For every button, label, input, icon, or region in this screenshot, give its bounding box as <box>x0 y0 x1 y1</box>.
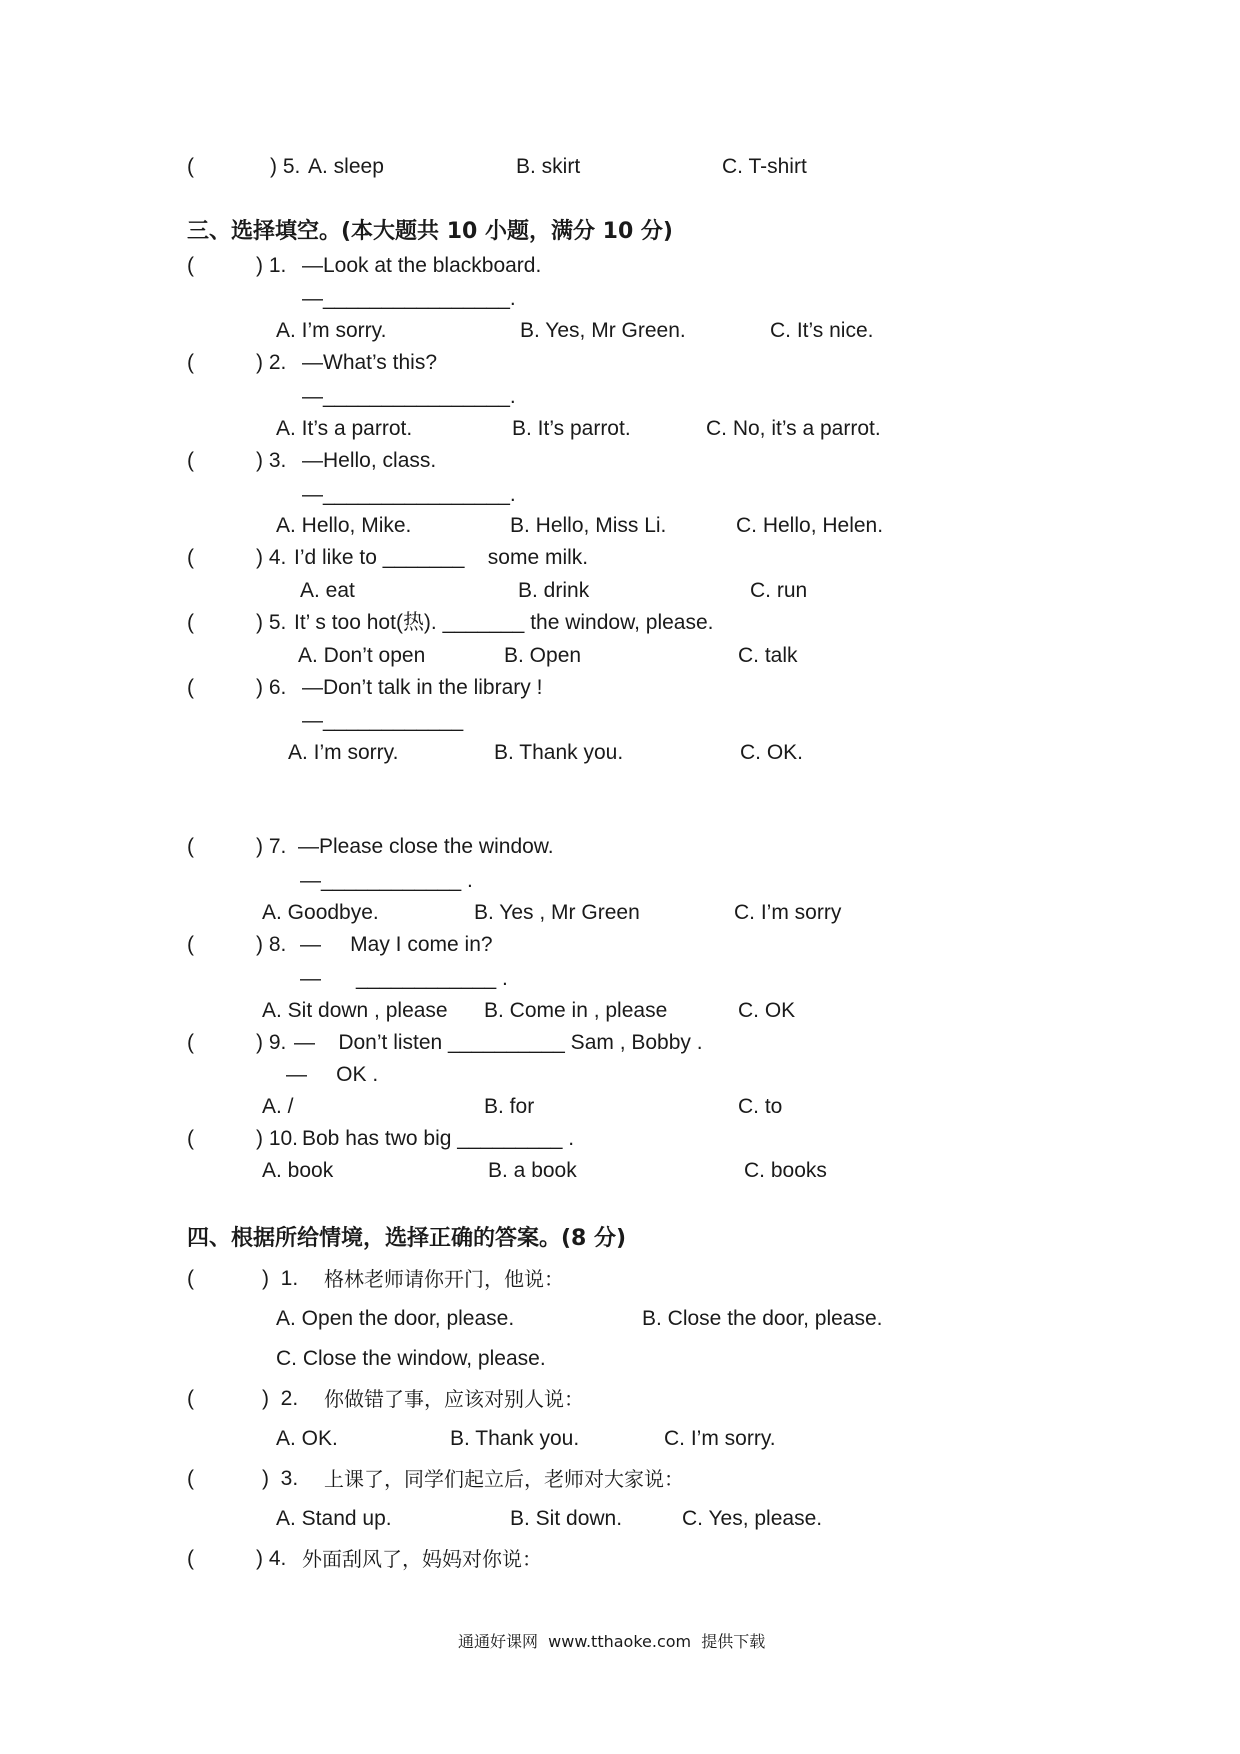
option-b: B. Thank you. <box>450 1427 580 1450</box>
answer-paren: ( <box>187 1127 194 1150</box>
answer-paren: ( <box>187 1467 194 1490</box>
question-number: ) 8. <box>256 933 287 956</box>
option-c: C. Hello, Helen. <box>736 514 884 537</box>
option-c: C. talk <box>738 644 798 667</box>
option-b: B. Close the door, please. <box>642 1307 883 1330</box>
question-prompt: —What’s this? <box>302 351 437 374</box>
option-a: A. I’m sorry. <box>288 741 399 764</box>
option-a: A. I’m sorry. <box>276 319 387 342</box>
question-prompt: —Don’t talk in the library ! <box>302 676 543 699</box>
option-c: C. It’s nice. <box>770 319 874 342</box>
question-prompt: 你做错了事，应该对别人说： <box>324 1387 584 1411</box>
answer-blank: —________________. <box>302 483 516 506</box>
question-number: ) 4. <box>256 546 287 569</box>
question-number: ) 6. <box>256 676 287 699</box>
answer-paren: ( <box>187 449 194 472</box>
option-a: A. / <box>262 1095 294 1118</box>
question-prompt: —Look at the blackboard. <box>302 254 542 277</box>
option-a: A. Sit down , please <box>262 999 448 1022</box>
question-prompt: 外面刮风了，妈妈对你说： <box>302 1547 542 1571</box>
option-b: B. Thank you. <box>494 741 624 764</box>
answer-paren: ( <box>187 1031 194 1054</box>
answer-blank: —________________. <box>302 385 516 408</box>
option-b: B. skirt <box>516 155 581 178</box>
option-b: B. It’s parrot. <box>512 417 631 440</box>
question-number: ) 4. <box>256 1547 287 1570</box>
answer-paren: ( <box>187 546 194 569</box>
question-number: ) 5. <box>256 611 287 634</box>
question-prompt: 上课了，同学们起立后，老师对大家说： <box>324 1467 684 1491</box>
option-c: C. OK <box>738 999 796 1022</box>
option-b: B. for <box>484 1095 535 1118</box>
answer-paren: ( <box>187 835 194 858</box>
section-title: 三、选择填空。(本大题共 10 小题，满分 10 分) <box>187 219 673 244</box>
question-number: ) 7. <box>256 835 287 858</box>
option-c: C. books <box>744 1159 827 1182</box>
option-a: A. eat <box>300 579 355 602</box>
option-a: A. It’s a parrot. <box>276 417 413 440</box>
option-c: C. to <box>738 1095 783 1118</box>
answer-blank: — ____________ . <box>300 967 508 990</box>
option-c: C. Yes, please. <box>682 1507 823 1530</box>
option-a: A. Stand up. <box>276 1507 392 1530</box>
option-a: A. Open the door, please. <box>276 1307 515 1330</box>
option-a: A. book <box>262 1159 334 1182</box>
option-c: C. I’m sorry. <box>664 1427 776 1450</box>
option-b: B. a book <box>488 1159 577 1182</box>
answer-paren: ( <box>187 155 194 178</box>
question-prompt: — Don’t listen __________ Sam , Bobby . <box>294 1031 703 1054</box>
question-prompt: It’ s too hot(热). _______ the window, please. <box>294 611 714 634</box>
option-a: A. OK. <box>276 1427 338 1450</box>
option-a: A. Don’t open <box>298 644 426 667</box>
option-c: C. I’m sorry <box>734 901 842 924</box>
answer-paren: ( <box>187 1547 194 1570</box>
answer-paren: ( <box>187 933 194 956</box>
option-c: C. Close the window, please. <box>276 1347 546 1370</box>
answer-paren: ( <box>187 351 194 374</box>
answer-paren: ( <box>187 611 194 634</box>
question-number: ) 5. <box>270 155 301 178</box>
answer-blank: — OK . <box>286 1063 379 1086</box>
question-prompt: —Please close the window. <box>298 835 554 858</box>
option-a: A. Goodbye. <box>262 901 379 924</box>
option-b: B. drink <box>518 579 590 602</box>
option-a: A. Hello, Mike. <box>276 514 412 537</box>
option-a: A. sleep <box>308 155 384 178</box>
question-number: ) 1. <box>256 254 287 277</box>
option-b: B. Come in , please <box>484 999 668 1022</box>
answer-paren: ( <box>187 676 194 699</box>
question-prompt: Bob has two big _________ . <box>302 1127 575 1150</box>
answer-blank: —____________ <box>302 709 464 732</box>
question-prompt: 格林老师请你开门，他说： <box>324 1267 564 1291</box>
question-number: ) 9. <box>256 1031 287 1054</box>
option-b: B. Yes, Mr Green. <box>520 319 686 342</box>
option-b: B. Sit down. <box>510 1507 623 1530</box>
question-prompt: I’d like to _______ some milk. <box>294 546 589 569</box>
option-b: B. Yes , Mr Green <box>474 901 640 924</box>
option-c: C. OK. <box>740 741 804 764</box>
option-b: B. Hello, Miss Li. <box>510 514 667 537</box>
question-number: ) 2. <box>262 1387 299 1410</box>
answer-paren: ( <box>187 1267 194 1290</box>
option-c: C. T-shirt <box>722 155 807 178</box>
answer-paren: ( <box>187 254 194 277</box>
question-number: ) 3. <box>262 1467 299 1490</box>
answer-blank: —____________ . <box>300 869 473 892</box>
question-prompt: —Hello, class. <box>302 449 437 472</box>
answer-blank: —________________. <box>302 287 516 310</box>
question-number: ) 1. <box>262 1267 299 1290</box>
question-number: ) 2. <box>256 351 287 374</box>
question-number: ) 10. <box>256 1127 299 1150</box>
option-c: C. No, it’s a parrot. <box>706 417 881 440</box>
answer-paren: ( <box>187 1387 194 1410</box>
question-prompt: — May I come in? <box>300 933 493 956</box>
page-footer: 通通好课网 www.tthaoke.com 提供下载 <box>458 1632 766 1651</box>
section-title: 四、根据所给情境，选择正确的答案。(8 分) <box>187 1226 627 1251</box>
option-b: B. Open <box>504 644 582 667</box>
option-c: C. run <box>750 579 808 602</box>
question-number: ) 3. <box>256 449 287 472</box>
